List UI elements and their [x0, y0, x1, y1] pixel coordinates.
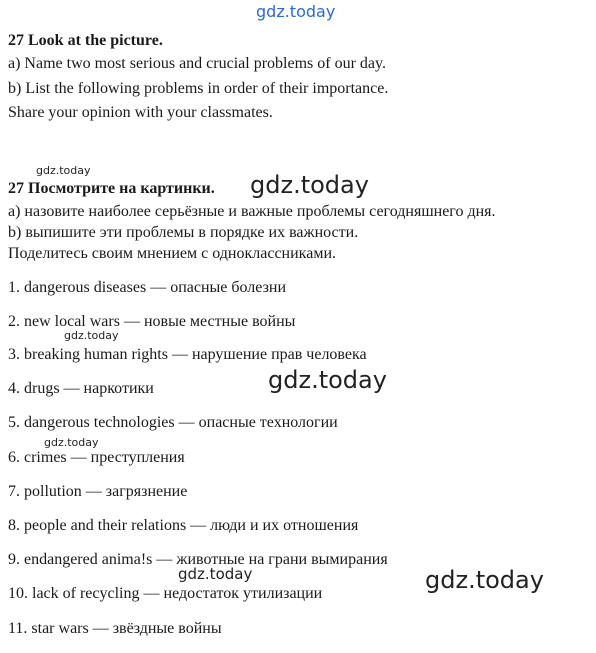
watermark: gdz.today	[425, 566, 544, 594]
task-b-en: b) List the following problems in order of their importance.	[8, 80, 389, 97]
problem-item: 9. endangered anima!s — животные на грани вымирания	[8, 551, 388, 568]
watermark: gdz.today	[36, 164, 91, 177]
exercise-heading-ru: 27 Посмотрите на картинки.	[8, 180, 215, 197]
watermark-top: gdz.today	[256, 2, 336, 21]
exercise-heading-en: 27 Look at the picture.	[8, 32, 163, 49]
task-a-en: a) Name two most serious and crucial problems of our day.	[8, 55, 386, 72]
watermark: gdz.today	[44, 436, 99, 449]
problem-item: 3. breaking human rights — нарушение прав человека	[8, 346, 367, 363]
problem-item: 11. star wars — звёздные войны	[8, 620, 222, 637]
watermark: gdz.today	[250, 171, 369, 199]
task-a-ru: а) назовите наиболее серьёзные и важные проблемы сегодняшнего дня.	[8, 203, 496, 220]
problem-item: 7. pollution — загрязнение	[8, 483, 188, 500]
problem-item: 5. dangerous technologies — опасные технологии	[8, 414, 338, 431]
share-opinion-ru: Поделитесь своим мнением с одноклассниками.	[8, 245, 336, 262]
watermark: gdz.today	[178, 565, 253, 583]
task-b-ru: b) выпишите эти проблемы в порядке их важности.	[8, 224, 359, 241]
problem-item: 8. people and their relations — люди и их отношения	[8, 517, 359, 534]
watermark: gdz.today	[268, 366, 387, 394]
problem-item: 10. lack of recycling — недостаток утилизации	[8, 585, 323, 602]
problem-item: 2. new local wars — новые местные войны	[8, 313, 296, 330]
watermark: gdz.today	[64, 329, 119, 342]
problem-item: 4. drugs — наркотики	[8, 380, 154, 397]
problem-item: 6. crimes — преступления	[8, 449, 185, 466]
share-opinion-en: Share your opinion with your classmates.	[8, 104, 273, 121]
problem-item: 1. dangerous diseases — опасные болезни	[8, 279, 287, 296]
